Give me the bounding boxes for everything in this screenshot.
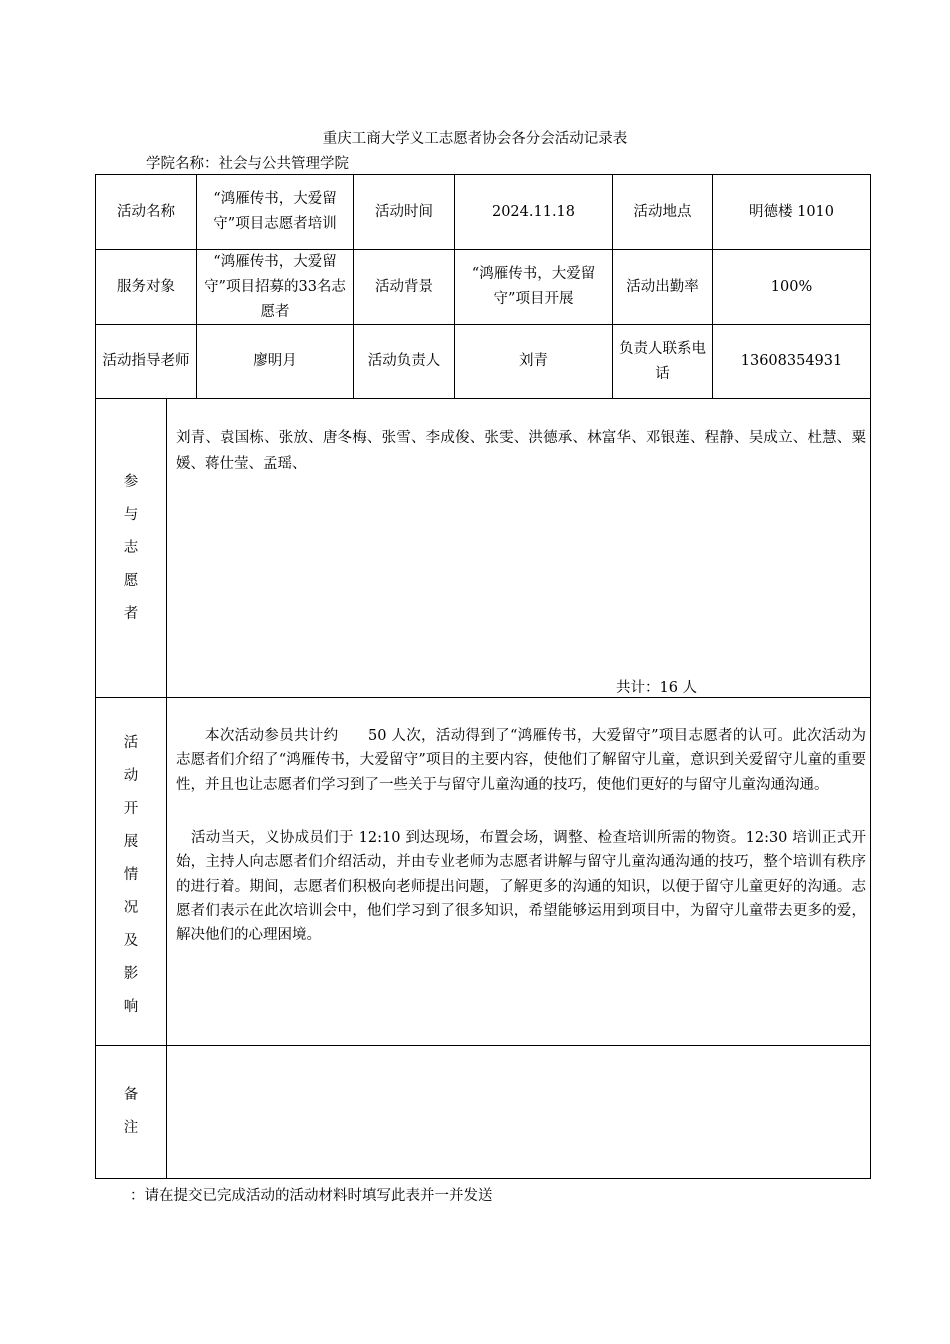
volunteer-total: 共计：16 人 bbox=[616, 680, 698, 696]
advisor-value: 廖明月 bbox=[253, 353, 297, 369]
attendance-rate-value: 100% bbox=[770, 278, 813, 295]
volunteer-names: 刘青、袁国栋、张放、唐冬梅、张雪、李成俊、张雯、洪德承、林富华、邓银莲、程静、吴成立、杜慧、粟媛、蒋仕莹、孟瑶、 bbox=[176, 430, 866, 472]
activity-paragraph-1: 本次活动参员共计约 50 人次，活动得到了“鸿雁传书，大爱留守”项目志愿者的认可。此次活动为志愿者们介绍了“鸿雁传书，大爱留守”项目的主要内容，使他们了解留守儿童，意识到关爱留守儿童的重要性，并且也让志愿者们学习到了一些关于与留守儿童沟通的技巧，使他们更好的与留守儿童沟通沟通。 bbox=[176, 728, 866, 793]
college-name: 学院名称：社会与公共管理学院 bbox=[146, 156, 349, 172]
footnote: ：请在提交已完成活动的活动材料时填写此表并一并发送 bbox=[130, 1188, 493, 1204]
activity-name-label: 活动名称 bbox=[117, 203, 175, 220]
leader-value: 刘青 bbox=[519, 353, 548, 369]
leader-phone-label: 负责人联系电话 bbox=[619, 340, 706, 382]
activity-location-label: 活动地点 bbox=[633, 203, 692, 220]
advisor-label: 活动指导老师 bbox=[102, 353, 190, 369]
activity-paragraph-2: 活动当天，义协成员们于 12:10 到达现场，布置会场，调整、检查培训所需的物资。12:30 培训正式开始，主持人向志愿者们介绍活动，并由专业老师为志愿者讲解与留守儿童沟通沟通的技巧，整个培训有秩序的进行着。期间，志愿者们积极向老师提出问题，了解更多的沟通的知识，以便于留守儿童更好的沟通。志愿者们表示在此次培训会中，他们学习到了很多知识，希望能够运用到项目中，为留守儿童带去更多的爱，解决他们的心理困境。 bbox=[176, 830, 866, 944]
remarks-content bbox=[167, 1046, 870, 1178]
activity-time-label: 活动时间 bbox=[375, 203, 433, 220]
attendance-rate-label: 活动出勤率 bbox=[626, 278, 699, 295]
volunteers-label: 参 与 志 愿 者 bbox=[123, 474, 139, 622]
form-title: 重庆工商大学义工志愿者协会各分会活动记录表 bbox=[322, 131, 628, 147]
remarks-label: 备 注 bbox=[123, 1087, 139, 1136]
leader-label: 活动负责人 bbox=[367, 353, 441, 369]
activity-details-label: 活 动 开 展 情 况 及 影 响 bbox=[123, 735, 139, 1015]
leader-phone-value: 13608354931 bbox=[740, 353, 843, 369]
service-target-value: “鸿雁传书，大爱留守”项目招募的33名志愿者 bbox=[204, 253, 346, 320]
service-target-label: 服务对象 bbox=[117, 278, 175, 295]
activity-location-value: 明德楼 1010 bbox=[748, 203, 834, 220]
activity-background-value: “鸿雁传书，大爱留守”项目开展 bbox=[471, 266, 596, 307]
activity-name-value: “鸿雁传书，大爱留守”项目志愿者培训 bbox=[213, 191, 337, 232]
activity-background-label: 活动背景 bbox=[375, 278, 433, 295]
activity-time-value: 2024.11.18 bbox=[491, 203, 576, 220]
